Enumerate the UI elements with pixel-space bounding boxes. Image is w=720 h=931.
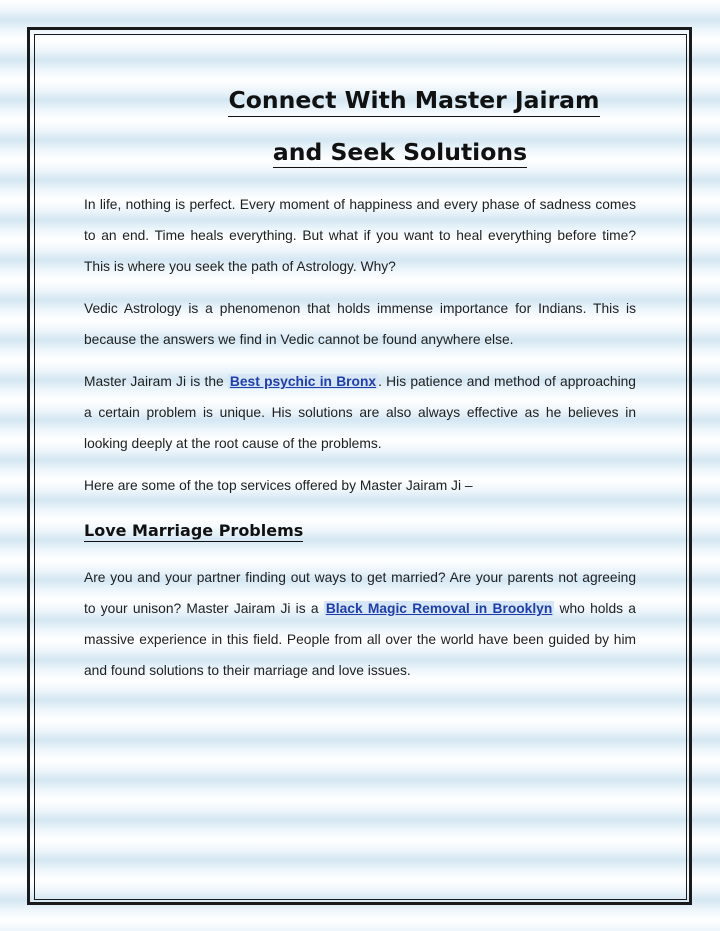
- page-title-line1: Connect With Master Jairam: [84, 89, 636, 117]
- page-title-line2: and Seek Solutions: [84, 141, 636, 169]
- black-magic-removal-link[interactable]: Black Magic Removal in Brooklyn: [325, 601, 553, 616]
- section-heading-love-marriage: Love Marriage Problems: [84, 521, 304, 540]
- paragraph-vedic: Vedic Astrology is a phenomenon that holds immense importance for Indians. This is because the answers we find in Vedic cannot be found anywhere else.: [84, 301, 636, 347]
- paragraph-love-marriage: Are you and your partner finding out ways to get married? Are your parents not agreeing to your unison? Master Jairam Ji is a Black Magic Removal in Brooklyn who holds a massive experience in this field. People from all over the world have been guided by him and found solutions to their marriage and love issues.: [84, 570, 636, 678]
- best-psychic-link[interactable]: Best psychic in Bronx: [229, 374, 377, 389]
- paragraph-services: Here are some of the top services offered by Master Jairam Ji –: [84, 478, 473, 493]
- paragraph-intro: In life, nothing is perfect. Every moment of happiness and every phase of sadness comes to an end. Time heals everything. But what if you want to heal everything before time? This is where you seek the path of Astrology. Why?: [84, 197, 636, 274]
- paragraph-master: Master Jairam Ji is the Best psychic in Bronx . His patience and method of approaching a certain problem is unique. His solutions are also always effective as he believes in looking deeply at the root cause of the problems.: [84, 374, 636, 451]
- document-body: [84, 84, 636, 686]
